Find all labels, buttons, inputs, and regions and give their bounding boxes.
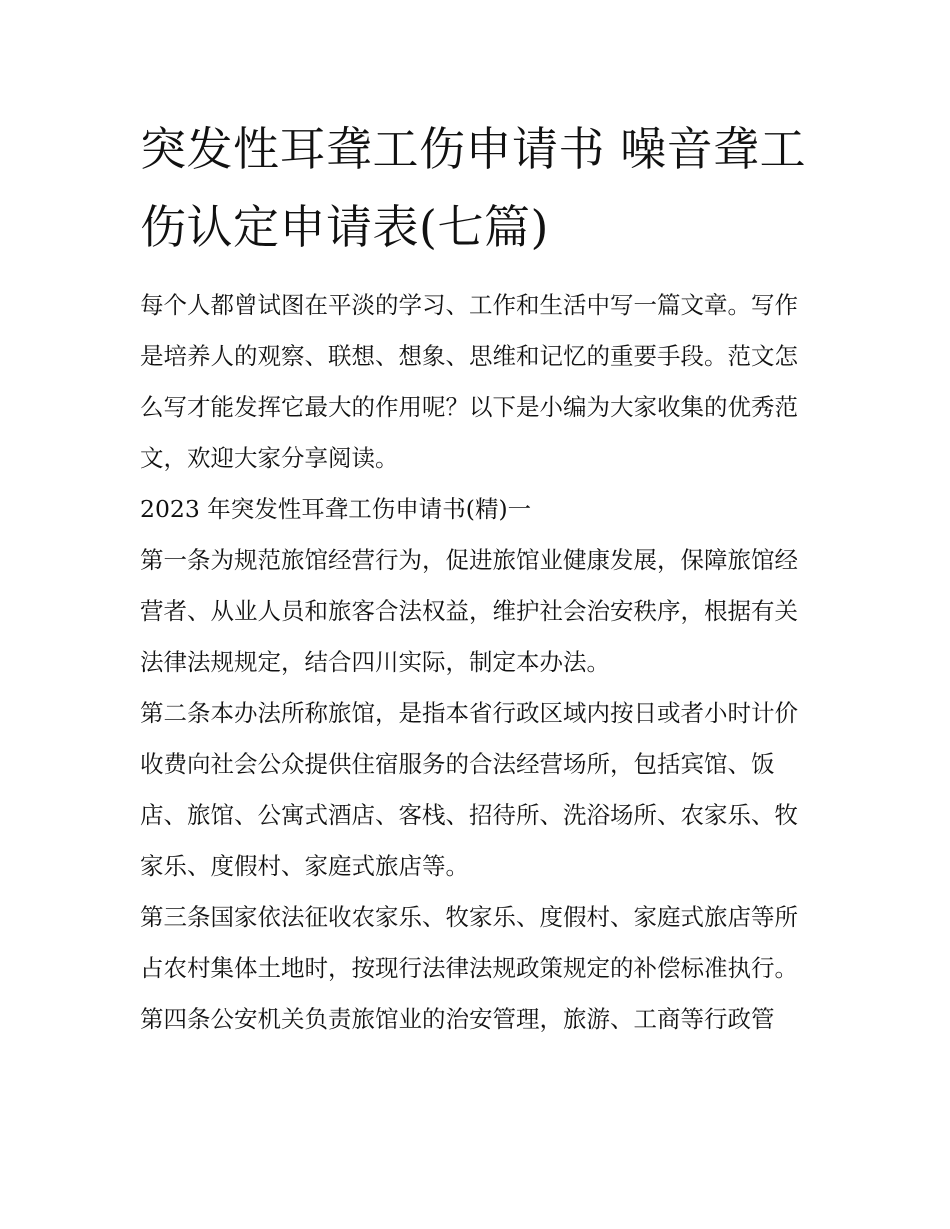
section-heading: 2023 年突发性耳聋工伤申请书(精)一 <box>140 495 532 523</box>
document-title: 突发性耳聋工伤申请书 噪音聋工伤认定申请表(七篇) <box>140 122 807 254</box>
article-paragraph-1: 第一条为规范旅馆经营行为，促进旅馆业健康发展，保障旅馆经营者、从业人员和旅客合法权益，维护社会治安秩序，根据有关法律法规规定，结合四川实际，制定本办法。 <box>140 546 798 676</box>
article-paragraph-2: 第二条本办法所称旅馆，是指本省行政区域内按日或者小时计价收费向社会公众提供住宿服务的合法经营场所，包括宾馆、饭店、旅馆、公寓式酒店、客栈、招待所、洗浴场所、农家乐、牧家乐、度假村、家庭式旅店等。 <box>140 699 798 880</box>
document-page <box>140 110 812 1045</box>
article-paragraph-3: 第三条国家依法征收农家乐、牧家乐、度假村、家庭式旅店等所占农村集体土地时，按现行法律法规政策规定的补偿标准执行。 <box>140 903 798 982</box>
intro-paragraph: 每个人都曾试图在平淡的学习、工作和生活中写一篇文章。写作是培养人的观察、联想、想象、思维和记忆的重要手段。范文怎么写才能发挥它最大的作用呢？以下是小编为大家收集的优秀范文，欢迎大家分享阅读。 <box>140 291 798 472</box>
article-paragraph-4: 第四条公安机关负责旅馆业的治安管理，旅游、工商等行政管 <box>140 1005 775 1033</box>
